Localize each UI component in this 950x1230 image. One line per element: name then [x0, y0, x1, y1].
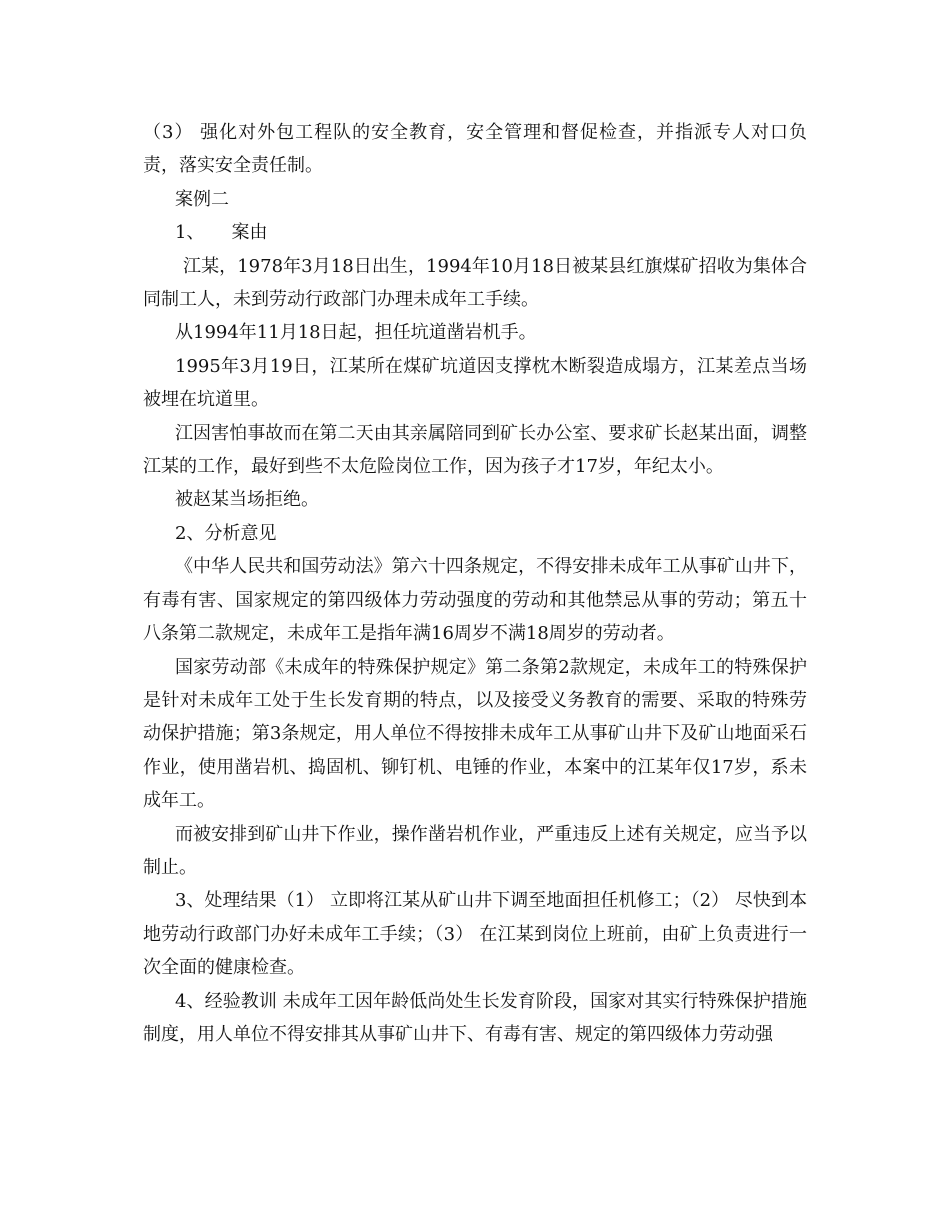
heading-case-cause: 1、 案由 — [175, 222, 268, 244]
heading-analysis: 2、分析意见 — [175, 522, 277, 544]
paragraph-case-background: 江某，1978年3月18日出生，1994年10月18日被某县红旗煤矿招收为集体合同制工人，未到劳动行政部门办理未成年工手续。 — [143, 255, 807, 311]
paragraph-handling-result: 3、处理结果（1） 立即将江某从矿山井下调至地面担任机修工；（2） 尽快到本地劳动行政部门办好未成年工手续；（3） 在江某到岗位上班前，由矿上负责进行一次全面的健康检查。 — [143, 890, 807, 979]
paragraph-labor-law: 《中华人民共和国劳动法》第六十四条规定，不得安排未成年工从事矿山井下，有毒有害、国家规定的第四级体力劳动强度的劳动和其他禁忌从事的劳动；第五十八条第二款规定，未成年工是指年满16周岁不满18周岁的劳动者。 — [143, 556, 807, 645]
paragraph-request: 江因害怕事故而在第二天由其亲属陪同到矿长办公室、要求矿长赵某出面，调整江某的工作，最好到些不太危险岗位工作，因为孩子才17岁，年纪太小。 — [143, 422, 807, 478]
paragraph-protection-rules: 国家劳动部《未成年的特殊保护规定》第二条第2款规定，未成年工的特殊保护是针对未成年工处于生长发育期的特点，以及接受义务教育的需要、采取的特殊劳动保护措施；第3条规定，用人单位不得按排未成年工从事矿山井下及矿山地面采石作业，使用凿岩机、捣固机、铆钉机、电锤的作业，本案中的江某年仅17岁，系未成年工。 — [143, 656, 807, 812]
heading-case-two: 案例二 — [175, 188, 229, 210]
paragraph-violation: 而被安排到矿山井下作业，操作凿岩机作业，严重违反上述有关规定，应当予以制止。 — [143, 823, 807, 878]
paragraph-lessons: 4、经验教训 未成年工因年龄低尚处生长发育阶段，国家对其实行特殊保护措施制度，用人单位不得安排其从事矿山井下、有毒有害、规定的第四级体力劳动强 — [143, 990, 807, 1045]
paragraph-safety-measure-3: （3） 强化对外包工程队的安全教育，安全管理和督促检查，并指派专人对口负责，落实安全责任制。 — [143, 122, 807, 177]
paragraph-accident: 1995年3月19日，江某所在煤矿坑道因支撑枕木断裂造成塌方，江某差点当场被埋在坑道里。 — [143, 355, 807, 411]
document-body — [143, 116, 807, 1051]
paragraph-job-assignment: 从1994年11月18日起，担任坑道凿岩机手。 — [175, 322, 537, 344]
paragraph-refusal: 被赵某当场拒绝。 — [175, 489, 319, 511]
